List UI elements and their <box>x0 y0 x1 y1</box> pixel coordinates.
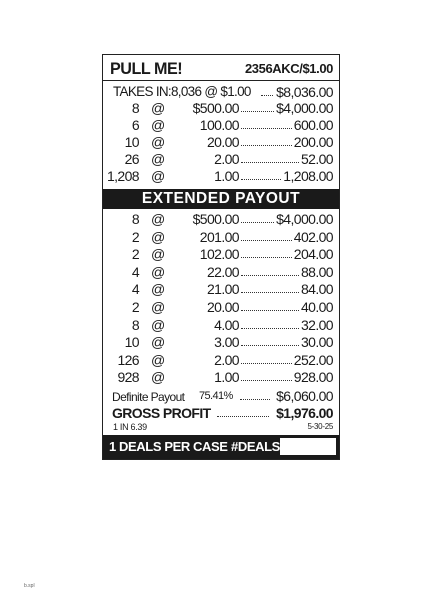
prize-count: 8 <box>131 316 139 333</box>
leader-dots <box>241 222 274 223</box>
prize-count: 2 <box>131 228 139 245</box>
leader-dots <box>241 380 292 381</box>
definite-payout-total: $6,060.00 <box>276 388 333 404</box>
prize-amount: 20.00 <box>206 134 239 150</box>
prize-total: 52.00 <box>300 151 333 167</box>
at-symbol: @ <box>151 281 165 298</box>
print-date: 5-30-25 <box>307 422 333 431</box>
prize-total: 402.00 <box>293 228 333 245</box>
corner-mark: b.spl <box>24 583 35 589</box>
prize-count: 6 <box>131 117 139 133</box>
payout-row <box>103 334 339 351</box>
prize-total: 32.00 <box>300 316 333 333</box>
gross-profit-label: GROSS PROFIT <box>112 405 211 421</box>
payout-row <box>103 211 339 228</box>
prize-count: 4 <box>131 263 139 280</box>
prize-amount: 2.00 <box>214 351 239 368</box>
payout-row <box>103 168 339 185</box>
prize-total: 204.00 <box>293 246 333 263</box>
prize-count: 928 <box>117 369 139 386</box>
leader-dots <box>241 145 292 146</box>
prize-total: 928.00 <box>293 369 333 386</box>
deals-per-case: 1 DEALS PER CASE <box>109 439 228 454</box>
prize-count: 10 <box>124 134 139 150</box>
prize-count: 4 <box>131 281 139 298</box>
payout-row <box>103 299 339 316</box>
prize-amount: 20.00 <box>206 299 239 315</box>
ticket-footer <box>103 435 339 459</box>
prize-total: 40.00 <box>300 299 333 315</box>
prize-amount: 4.00 <box>214 316 239 333</box>
payout-row <box>103 317 339 334</box>
prize-count: 2 <box>131 299 139 315</box>
deals-label: #DEALS <box>231 439 280 454</box>
definite-payout-label: Definite Payout <box>112 390 185 404</box>
at-symbol: @ <box>151 228 165 245</box>
leader-dots <box>241 310 299 311</box>
prize-count: 1,208 <box>106 168 139 184</box>
leader-dots <box>241 240 292 241</box>
payout-row <box>103 281 339 298</box>
prize-total: 252.00 <box>293 351 333 368</box>
payout-row <box>103 264 339 281</box>
prize-total: 88.00 <box>300 263 333 280</box>
takes-in-price: $1.00 <box>220 84 251 99</box>
ticket-title: PULL ME! <box>110 59 183 78</box>
prize-amount: 22.00 <box>206 263 239 280</box>
at-symbol: @ <box>151 263 165 280</box>
prize-amount: $500.00 <box>192 211 239 227</box>
extended-payout-band: EXTENDED PAYOUT <box>103 189 339 209</box>
leader-dots <box>261 95 273 96</box>
prize-count: 8 <box>131 211 139 227</box>
at-symbol: @ <box>151 100 165 116</box>
at-symbol: @ <box>151 299 165 315</box>
leader-dots <box>241 363 292 364</box>
prize-amount: 1.00 <box>214 168 239 184</box>
prize-count: 8 <box>131 100 139 116</box>
at-symbol: @ <box>151 168 165 184</box>
prize-amount: 100.00 <box>199 117 239 133</box>
takes-in-at: @ <box>204 84 218 99</box>
at-symbol: @ <box>151 334 165 351</box>
gross-profit-total: $1,976.00 <box>276 405 333 421</box>
leader-dots <box>217 416 269 417</box>
deals-count-box <box>280 438 336 455</box>
leader-dots <box>241 179 281 180</box>
prize-amount: 3.00 <box>214 334 239 351</box>
gross-profit-row <box>103 405 339 422</box>
takes-in-row <box>103 84 339 101</box>
payout-row <box>103 151 339 168</box>
prize-count: 10 <box>124 334 139 351</box>
at-symbol: @ <box>151 117 165 133</box>
prize-total: 200.00 <box>293 134 333 150</box>
payout-row <box>103 117 339 134</box>
prize-total: 84.00 <box>300 281 333 298</box>
at-symbol: @ <box>151 369 165 386</box>
leader-dots <box>241 162 299 163</box>
definite-payout-percent: 75.41% <box>199 390 233 402</box>
payout-row <box>103 246 339 263</box>
leader-dots <box>241 328 299 329</box>
leader-dots <box>240 399 270 400</box>
payout-row <box>103 352 339 369</box>
ticket-header <box>103 55 339 81</box>
prize-count: 26 <box>124 151 139 167</box>
prize-total: 30.00 <box>300 334 333 351</box>
prize-amount: $500.00 <box>192 100 239 116</box>
takes-in-label: TAKES IN: <box>113 84 171 99</box>
ticket-code: 2356AKC/$1.00 <box>244 61 333 76</box>
prize-count: 2 <box>131 246 139 263</box>
payout-row <box>103 229 339 246</box>
at-symbol: @ <box>151 151 165 167</box>
at-symbol: @ <box>151 246 165 263</box>
prize-total: $4,000.00 <box>276 211 333 227</box>
prize-total: 600.00 <box>293 117 333 133</box>
leader-dots <box>241 292 299 293</box>
leader-dots <box>241 257 292 258</box>
leader-dots <box>241 345 299 346</box>
prize-total: 1,208.00 <box>283 168 333 184</box>
payout-row <box>103 369 339 386</box>
pull-tab-ticket <box>102 54 340 460</box>
prize-total: $4,000.00 <box>276 100 333 116</box>
prize-count: 126 <box>117 351 139 368</box>
definite-payout-row <box>103 388 339 405</box>
takes-in-count: 8,036 <box>170 84 202 99</box>
leader-dots <box>241 111 274 112</box>
payout-row <box>103 134 339 151</box>
at-symbol: @ <box>151 134 165 150</box>
at-symbol: @ <box>151 316 165 333</box>
prize-amount: 2.00 <box>214 151 239 167</box>
prize-amount: 201.00 <box>199 228 239 245</box>
prize-amount: 21.00 <box>206 281 239 298</box>
payout-row <box>103 100 339 117</box>
prize-amount: 102.00 <box>199 246 239 263</box>
leader-dots <box>241 275 299 276</box>
at-symbol: @ <box>151 211 165 227</box>
odds-text: 1 IN 6.39 <box>113 422 147 432</box>
takes-in-total: $8,036.00 <box>276 84 333 100</box>
at-symbol: @ <box>151 351 165 368</box>
leader-dots <box>241 128 292 129</box>
prize-amount: 1.00 <box>214 369 239 386</box>
